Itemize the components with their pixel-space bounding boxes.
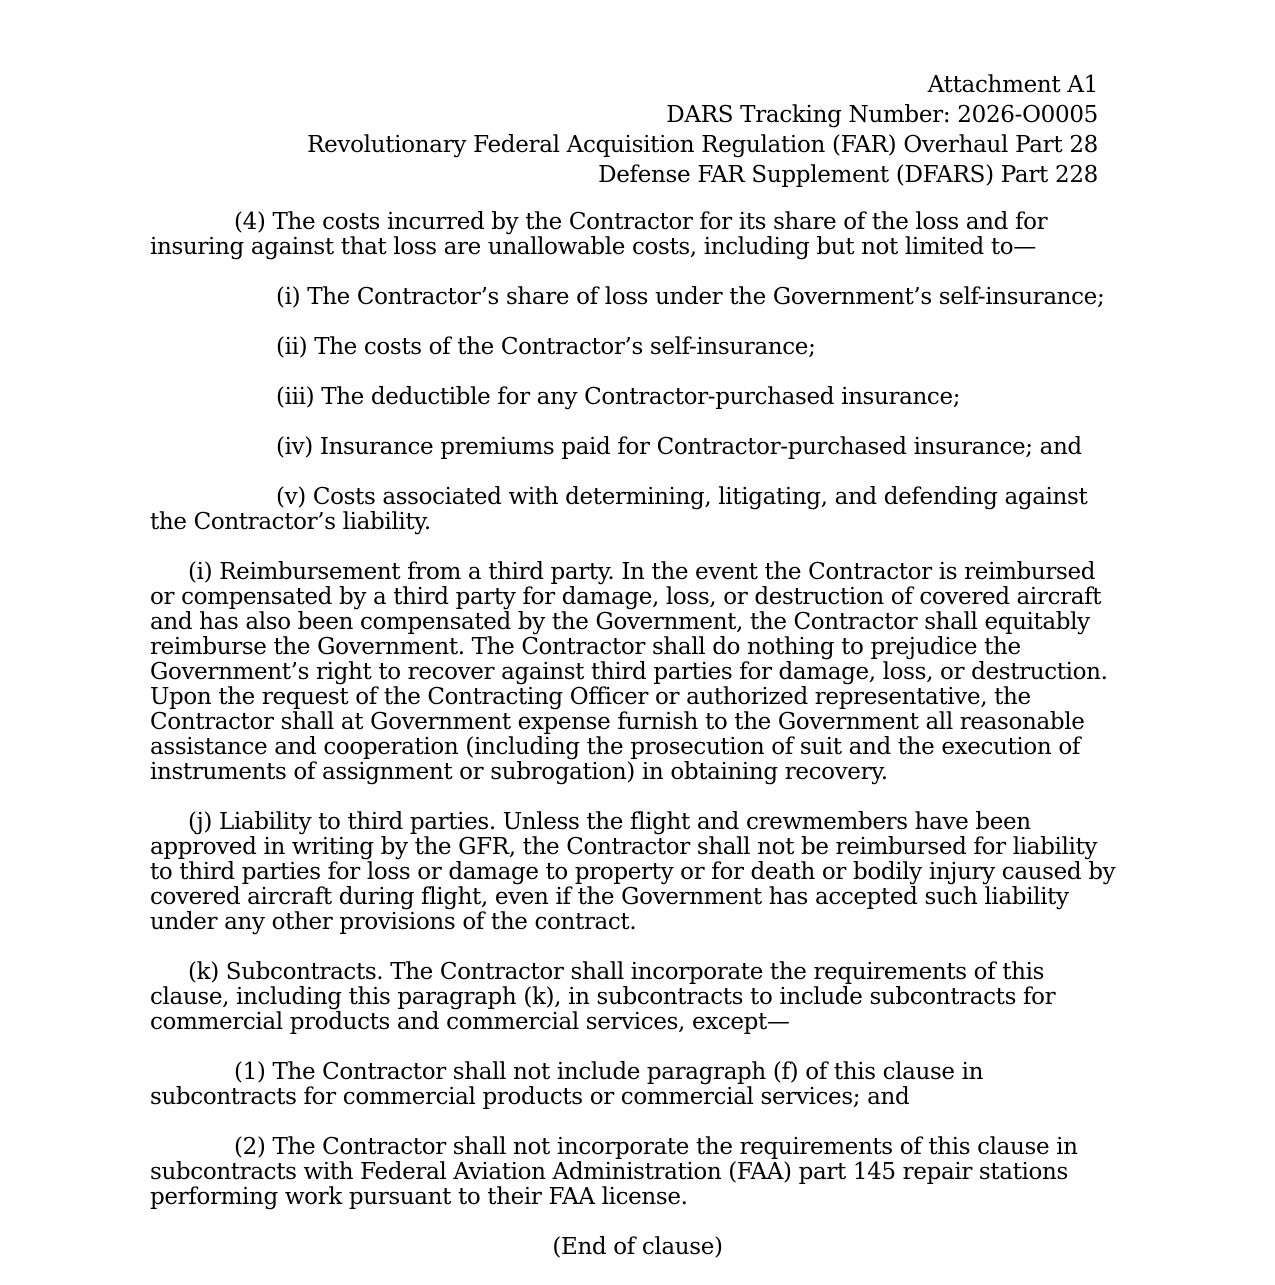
paragraph-4-v: (v) Costs associated with determining, litigating, and defending against the Contractor’s liability. <box>150 484 1088 535</box>
attachment-label: Attachment A1 <box>927 72 1098 98</box>
document-body <box>150 210 1125 1285</box>
paragraph-j-liability: (j) Liability to third parties. Unless the flight and crewmembers have been approved in writing by the GFR, the Contractor shall not be reimbursed for liability to third parties for loss or damage to property or for death or bodily injury caused by covered aircraft during flight, even if the Government has accepted such liability under any other provisions of the contract. <box>150 809 1116 935</box>
end-of-clause: (End of clause) <box>552 1234 723 1260</box>
dfars-part-title: Defense FAR Supplement (DFARS) Part 228 <box>598 162 1098 188</box>
paragraph-i-reimbursement: (i) Reimbursement from a third party. In the event the Contractor is reimbursed or compensated by a third party for damage, loss, or destruction of covered aircraft and has also been compensated by the Government, the Contractor shall equitably reimburse the Government. The Contractor shall do nothing to prejudice the Government’s right to recover against third parties for damage, loss, or destruction. Upon the request of the Contracting Officer or authorized representative, the Contractor shall at Government expense furnish to the Government all reasonable assistance and cooperation (including the prosecution of suit and the execution of instruments of assignment or subrogation) in obtaining recovery. <box>150 559 1108 785</box>
far-part-title: Revolutionary Federal Acquisition Regulation (FAR) Overhaul Part 28 <box>307 132 1098 158</box>
tracking-number: DARS Tracking Number: 2026-O0005 <box>666 102 1098 128</box>
paragraph-4: (4) The costs incurred by the Contractor for its share of the loss and for insuring against that loss are unallowable costs, including but not limited to— <box>150 209 1048 260</box>
paragraph-k-1: (1) The Contractor shall not include paragraph (f) of this clause in subcontracts for commercial products or commercial services; and <box>150 1059 984 1110</box>
paragraph-4-iv: (iv) Insurance premiums paid for Contractor-purchased insurance; and <box>276 434 1082 460</box>
paragraph-4-iii: (iii) The deductible for any Contractor-purchased insurance; <box>276 384 961 410</box>
paragraph-k-2: (2) The Contractor shall not incorporate the requirements of this clause in subcontracts with Federal Aviation Administration (FAA) part 145 repair stations performing work pursuant to their FAA license. <box>150 1134 1078 1210</box>
paragraph-4-i: (i) The Contractor’s share of loss under the Government’s self-insurance; <box>276 284 1105 310</box>
paragraph-4-ii: (ii) The costs of the Contractor’s self-insurance; <box>276 334 816 360</box>
document-header <box>150 70 1098 190</box>
paragraph-k-subcontracts: (k) Subcontracts. The Contractor shall incorporate the requirements of this clause, including this paragraph (k), in subcontracts to include subcontracts for commercial products and commercial services, except— <box>150 959 1056 1035</box>
